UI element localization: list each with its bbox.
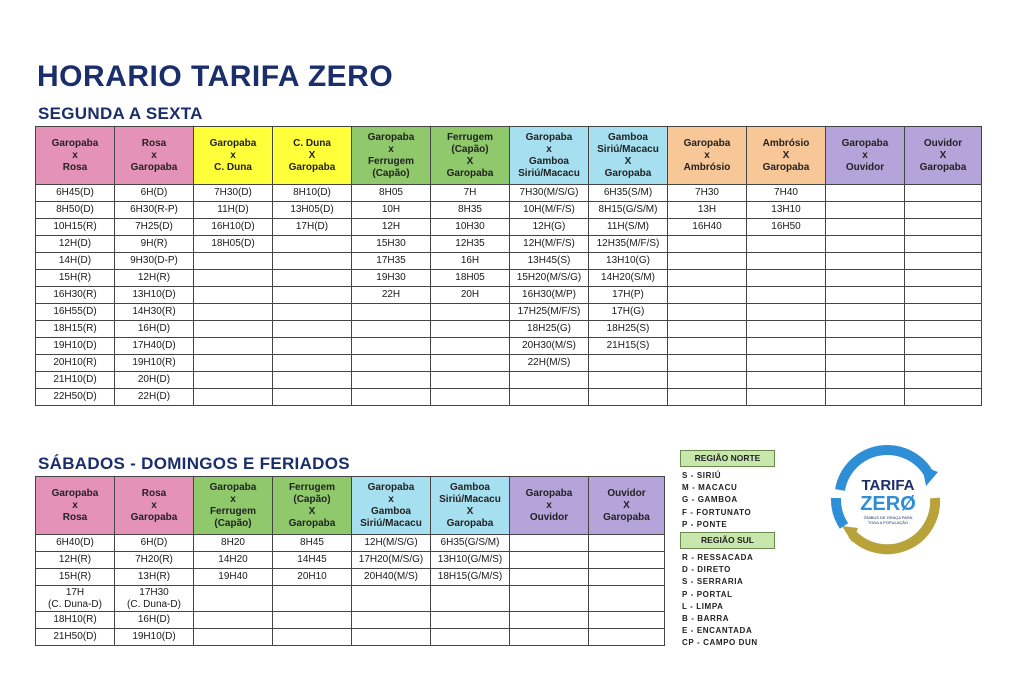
weekday-schedule-table (35, 126, 982, 406)
logo-text-zero: ZERØ (860, 493, 916, 515)
column-header: Gamboa Siriú/Macacu X Garopaba (589, 127, 668, 185)
time-cell (826, 287, 905, 304)
time-cell (747, 389, 826, 406)
time-cell: 15H(R) (36, 569, 115, 586)
time-cell (589, 389, 668, 406)
time-cell: 12H35 (431, 236, 510, 253)
time-cell (194, 270, 273, 287)
legend-item: E - ENCANTADA (682, 626, 753, 636)
time-cell: 18H05(D) (194, 236, 273, 253)
time-cell (194, 372, 273, 389)
legend-item: L - LIMPA (682, 601, 724, 611)
column-header: Garopaba x Ferrugem (Capão) (352, 127, 431, 185)
time-cell (510, 552, 589, 569)
time-cell: 7H30(M/S/G) (510, 185, 589, 202)
table-row (36, 321, 982, 338)
time-cell: 8H50(D) (36, 202, 115, 219)
table-row (36, 629, 665, 646)
time-cell (826, 202, 905, 219)
time-cell: 16H30(M/P) (510, 287, 589, 304)
time-cell: 6H45(D) (36, 185, 115, 202)
time-cell (668, 287, 747, 304)
time-cell (431, 372, 510, 389)
time-cell: 18H15(G/M/S) (431, 569, 510, 586)
time-cell: 22H (352, 287, 431, 304)
table-row (36, 236, 982, 253)
time-cell: 15H20(M/S/G) (510, 270, 589, 287)
time-cell: 6H(D) (115, 185, 194, 202)
column-header: Ouvidor X Garopaba (905, 127, 982, 185)
time-cell: 6H(D) (115, 535, 194, 552)
time-cell: 17H20(M/S/G) (352, 552, 431, 569)
time-cell (194, 355, 273, 372)
time-cell (431, 586, 510, 612)
time-cell (273, 236, 352, 253)
time-cell: 10H (352, 202, 431, 219)
time-cell: 16H (431, 253, 510, 270)
time-cell: 16H(D) (115, 321, 194, 338)
time-cell: 15H30 (352, 236, 431, 253)
time-cell: 13H45(S) (510, 253, 589, 270)
time-cell (826, 304, 905, 321)
time-cell (747, 253, 826, 270)
time-cell: 21H15(S) (589, 338, 668, 355)
time-cell: 20H10(R) (36, 355, 115, 372)
time-cell: 21H50(D) (36, 629, 115, 646)
time-cell (273, 270, 352, 287)
legend-sul-title: REGIÃO SUL (680, 532, 775, 549)
time-cell (668, 270, 747, 287)
time-cell (905, 338, 982, 355)
legend-item: P - PORTAL (682, 589, 733, 599)
table-row (36, 338, 982, 355)
time-cell: 10H(M/F/S) (510, 202, 589, 219)
logo-text-tarifa: TARIFA (861, 477, 915, 494)
time-cell (273, 389, 352, 406)
time-cell: 18H05 (431, 270, 510, 287)
time-cell: 12H(R) (115, 270, 194, 287)
time-cell: 22H(D) (115, 389, 194, 406)
time-cell (510, 372, 589, 389)
time-cell: 7H (431, 185, 510, 202)
column-header: Ouvidor X Garopaba (589, 477, 665, 535)
time-cell (194, 612, 273, 629)
time-cell (352, 586, 431, 612)
legend-item: F - FORTUNATO (682, 507, 752, 517)
time-cell (352, 338, 431, 355)
table-row (36, 219, 982, 236)
time-cell: 17H(P) (589, 287, 668, 304)
time-cell (510, 389, 589, 406)
time-cell (826, 185, 905, 202)
legend-item: G - GAMBOA (682, 495, 738, 505)
table-row (36, 355, 982, 372)
table-row (36, 202, 982, 219)
time-cell (589, 612, 665, 629)
time-cell: 17H35 (352, 253, 431, 270)
time-cell (668, 389, 747, 406)
time-cell (273, 253, 352, 270)
legend-item: R - RESSACADA (682, 553, 754, 562)
table-row (36, 185, 982, 202)
time-cell (905, 321, 982, 338)
time-cell (747, 236, 826, 253)
time-cell: 10H15(R) (36, 219, 115, 236)
table-row (36, 612, 665, 629)
time-cell (510, 612, 589, 629)
time-cell: 13H10(G) (589, 253, 668, 270)
logo-arc-blue-left (836, 498, 844, 526)
time-cell: 14H45 (273, 552, 352, 569)
time-cell: 8H20 (194, 535, 273, 552)
column-header: Rosa x Garopaba (115, 477, 194, 535)
time-cell: 18H25(S) (589, 321, 668, 338)
legend-norte-title: REGIÃO NORTE (680, 450, 775, 467)
column-header: Rosa x Garopaba (115, 127, 194, 185)
time-cell: 20H30(M/S) (510, 338, 589, 355)
time-cell: 6H30(R-P) (115, 202, 194, 219)
time-cell (668, 355, 747, 372)
time-cell (747, 304, 826, 321)
weekend-schedule-table (35, 476, 665, 646)
time-cell: 8H35 (431, 202, 510, 219)
time-cell (826, 338, 905, 355)
time-cell (510, 629, 589, 646)
time-cell (431, 612, 510, 629)
time-cell (905, 389, 982, 406)
time-cell (352, 304, 431, 321)
column-header: Garopaba x Rosa (36, 477, 115, 535)
time-cell (668, 372, 747, 389)
time-cell (826, 253, 905, 270)
time-cell (589, 355, 668, 372)
logo-tagline-2: TODA A POPULAÇÃO (867, 520, 909, 525)
time-cell (352, 389, 431, 406)
time-cell (273, 612, 352, 629)
logo-tagline-1: ÔNIBUS DE GRAÇA PARA (863, 515, 913, 520)
time-cell: 14H20(S/M) (589, 270, 668, 287)
column-header: Ferrugem (Capão) X Garopaba (431, 127, 510, 185)
time-cell (747, 355, 826, 372)
time-cell: 8H15(G/S/M) (589, 202, 668, 219)
column-header: Gamboa Siriú/Macacu X Garopaba (431, 477, 510, 535)
time-cell: 22H(M/S) (510, 355, 589, 372)
column-header: Ferrugem (Capão) X Garopaba (273, 477, 352, 535)
table-row (36, 569, 665, 586)
time-cell (589, 569, 665, 586)
time-cell: 16H(D) (115, 612, 194, 629)
time-cell (431, 321, 510, 338)
time-cell (589, 372, 668, 389)
time-cell (431, 629, 510, 646)
time-cell: 17H40(D) (115, 338, 194, 355)
time-cell: 16H30(R) (36, 287, 115, 304)
table-row (36, 253, 982, 270)
time-cell: 12H(M/F/S) (510, 236, 589, 253)
time-cell: 6H40(D) (36, 535, 115, 552)
time-cell (826, 219, 905, 236)
time-cell (273, 355, 352, 372)
time-cell (589, 586, 665, 612)
time-cell: 13H10 (747, 202, 826, 219)
weekend-subtitle: SÁBADOS - DOMINGOS E FERIADOS (38, 454, 350, 473)
table-row (36, 535, 665, 552)
time-cell: 13H(R) (115, 569, 194, 586)
legend-item: CP - CAMPO DUN (682, 638, 758, 648)
time-cell (431, 338, 510, 355)
time-cell: 17H25(M/F/S) (510, 304, 589, 321)
time-cell: 6H35(S/M) (589, 185, 668, 202)
time-cell: 14H20 (194, 552, 273, 569)
time-cell (352, 355, 431, 372)
time-cell (431, 389, 510, 406)
time-cell: 11H(D) (194, 202, 273, 219)
time-cell: 7H30(D) (194, 185, 273, 202)
time-cell: 12H(R) (36, 552, 115, 569)
time-cell (273, 586, 352, 612)
time-cell: 13H05(D) (273, 202, 352, 219)
time-cell (273, 287, 352, 304)
time-cell (747, 321, 826, 338)
time-cell: 20H (431, 287, 510, 304)
time-cell (826, 236, 905, 253)
time-cell: 9H(R) (115, 236, 194, 253)
time-cell: 11H(S/M) (589, 219, 668, 236)
time-cell (194, 338, 273, 355)
time-cell (668, 321, 747, 338)
time-cell: 14H(D) (36, 253, 115, 270)
table-row (36, 389, 982, 406)
time-cell (589, 552, 665, 569)
time-cell: 8H45 (273, 535, 352, 552)
time-cell (747, 287, 826, 304)
column-header: Garopaba x Ouvidor (510, 477, 589, 535)
time-cell: 9H30(D-P) (115, 253, 194, 270)
time-cell (510, 569, 589, 586)
time-cell (194, 287, 273, 304)
time-cell (747, 270, 826, 287)
time-cell: 19H10(D) (115, 629, 194, 646)
time-cell (352, 372, 431, 389)
time-cell (194, 304, 273, 321)
time-cell (905, 355, 982, 372)
time-cell: 7H25(D) (115, 219, 194, 236)
time-cell: 20H(D) (115, 372, 194, 389)
legend-item: S - SIRIÚ (682, 471, 722, 480)
time-cell (905, 270, 982, 287)
time-cell: 18H10(R) (36, 612, 115, 629)
time-cell (668, 304, 747, 321)
column-header: Garopaba x Gamboa Siriú/Macacu (352, 477, 431, 535)
legend-item: M - MACACU (682, 483, 738, 493)
table-row (36, 304, 982, 321)
time-cell: 7H30 (668, 185, 747, 202)
time-cell (273, 338, 352, 355)
time-cell: 13H (668, 202, 747, 219)
time-cell (826, 321, 905, 338)
time-cell: 18H25(G) (510, 321, 589, 338)
time-cell (194, 321, 273, 338)
time-cell: 18H15(R) (36, 321, 115, 338)
time-cell (194, 586, 273, 612)
time-cell (905, 185, 982, 202)
time-cell (273, 372, 352, 389)
time-cell (668, 338, 747, 355)
time-cell: 12H(D) (36, 236, 115, 253)
time-cell: 15H(R) (36, 270, 115, 287)
time-cell: 17H30 (C. Duna-D) (115, 586, 194, 612)
time-cell (510, 586, 589, 612)
time-cell: 17H(D) (273, 219, 352, 236)
page-title: HORARIO TARIFA ZERO (37, 60, 394, 93)
time-cell: 16H55(D) (36, 304, 115, 321)
time-cell: 16H10(D) (194, 219, 273, 236)
time-cell: 14H30(R) (115, 304, 194, 321)
time-cell: 17H (C. Duna-D) (36, 586, 115, 612)
table-row (36, 372, 982, 389)
time-cell (905, 304, 982, 321)
time-cell (352, 612, 431, 629)
legend-sul-list (682, 552, 758, 650)
column-header: Garopaba x Ambrósio (668, 127, 747, 185)
time-cell: 20H40(M/S) (352, 569, 431, 586)
time-cell (668, 236, 747, 253)
time-cell (352, 629, 431, 646)
time-cell: 20H10 (273, 569, 352, 586)
time-cell: 7H40 (747, 185, 826, 202)
time-cell (431, 355, 510, 372)
time-cell: 19H30 (352, 270, 431, 287)
column-header: Garopaba x Rosa (36, 127, 115, 185)
table-row (36, 287, 982, 304)
time-cell (747, 338, 826, 355)
time-cell: 16H50 (747, 219, 826, 236)
time-cell: 12H(G) (510, 219, 589, 236)
time-cell: 12H35(M/F/S) (589, 236, 668, 253)
time-cell (905, 287, 982, 304)
time-cell (905, 219, 982, 236)
time-cell: 19H40 (194, 569, 273, 586)
time-cell (352, 321, 431, 338)
time-cell (194, 389, 273, 406)
table-row (36, 552, 665, 569)
time-cell (510, 535, 589, 552)
time-cell: 12H(M/S/G) (352, 535, 431, 552)
time-cell: 8H10(D) (273, 185, 352, 202)
time-cell (273, 321, 352, 338)
time-cell: 13H10(G/M/S) (431, 552, 510, 569)
time-cell (905, 253, 982, 270)
time-cell (273, 304, 352, 321)
column-header: C. Duna X Garopaba (273, 127, 352, 185)
column-header: Garopaba x C. Duna (194, 127, 273, 185)
time-cell: 16H40 (668, 219, 747, 236)
time-cell (905, 236, 982, 253)
time-cell (826, 270, 905, 287)
time-cell (589, 629, 665, 646)
legend-norte-list (682, 470, 751, 531)
time-cell (668, 253, 747, 270)
time-cell: 22H50(D) (36, 389, 115, 406)
time-cell: 10H30 (431, 219, 510, 236)
column-header: Garopaba x Ouvidor (826, 127, 905, 185)
time-cell (826, 355, 905, 372)
time-cell: 19H10(D) (36, 338, 115, 355)
legend-item: B - BARRA (682, 613, 730, 623)
time-cell (431, 304, 510, 321)
time-cell: 6H35(G/S/M) (431, 535, 510, 552)
time-cell: 17H(G) (589, 304, 668, 321)
column-header: Garopaba x Ferrugem (Capão) (194, 477, 273, 535)
legend-item: S - SERRARIA (682, 577, 744, 587)
column-header: Ambrósio X Garopaba (747, 127, 826, 185)
legend-item: D - DIRETO (682, 565, 731, 575)
tarifa-zero-logo (822, 438, 952, 558)
table-row (36, 270, 982, 287)
time-cell (273, 629, 352, 646)
time-cell: 12H (352, 219, 431, 236)
weekday-subtitle: SEGUNDA A SEXTA (38, 104, 203, 123)
time-cell: 19H10(R) (115, 355, 194, 372)
time-cell (905, 372, 982, 389)
table-row (36, 586, 665, 612)
time-cell (905, 202, 982, 219)
time-cell (194, 253, 273, 270)
time-cell: 7H20(R) (115, 552, 194, 569)
time-cell (747, 372, 826, 389)
column-header: Garopaba x Gamboa Siriú/Macacu (510, 127, 589, 185)
time-cell (589, 535, 665, 552)
time-cell: 13H10(D) (115, 287, 194, 304)
legend-item: P - PONTE (682, 519, 728, 529)
time-cell (826, 389, 905, 406)
time-cell (826, 372, 905, 389)
logo-arrow-blue (922, 466, 938, 486)
time-cell: 21H10(D) (36, 372, 115, 389)
time-cell: 8H05 (352, 185, 431, 202)
time-cell (194, 629, 273, 646)
